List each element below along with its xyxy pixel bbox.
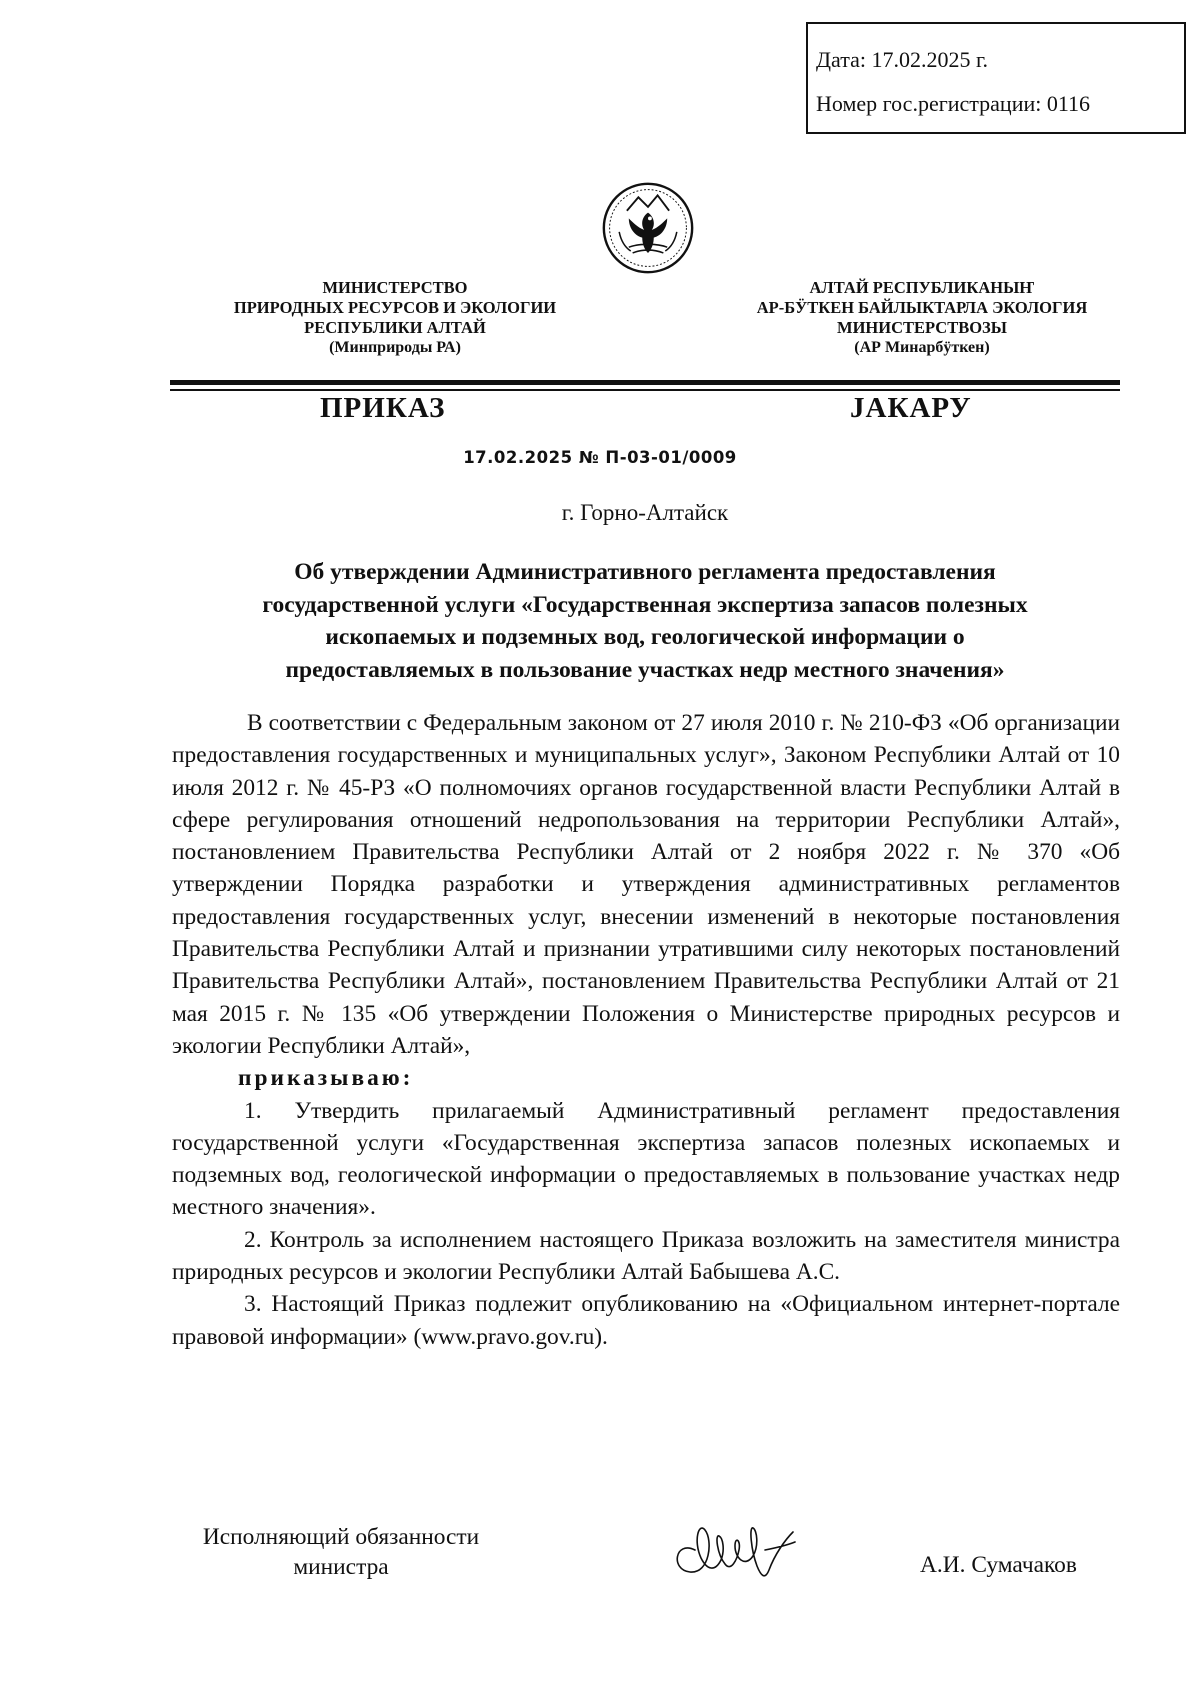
doc-type-russian: ПРИКАЗ xyxy=(320,392,446,424)
ministry-abbreviation: (Минприроды РА) xyxy=(329,339,461,356)
signatory-position xyxy=(172,1522,510,1582)
preamble-paragraph: В соответствии с Федеральным законом от 27 июля 2010 г. № 210-ФЗ «Об организации предоставления государственных и муниципальных услуг», Законом Республики Алтай от 10 июля 2012 г. № 45-РЗ «О полномочиях органов государственной власти Республики Алтай в сфере регулирования отношений недропользования на территории Республики Алтай», постановлением Правительства Республики Алтай от 2 ноября 2022 г. № 370 «Об утверждении Порядка разработки и утверждения административных регламентов предоставления государственных услуг, внесении изменений в некоторые постановления Правительства Республики Алтай и признании утратившими силу некоторых постановлений Правительства Республики Алтай», постановлением Правительства Республики Алтай от 21 мая 2015 г. № 135 «Об утверждении Положения о Министерстве природных ресурсов и экологии Республики Алтай», xyxy=(172,710,1120,1059)
order-number: 17.02.2025 № П-03-01/0009 xyxy=(463,448,737,467)
order-item: 2. Контроль за исполнением настоящего Приказа возложить на заместителя министра природных ресурсов и экологии Республики Алтай Бабышева А.С. xyxy=(172,1226,1120,1286)
altai-republic-coat-of-arms-icon xyxy=(600,180,696,276)
title-line: предоставляемых в пользование участках недр местного значения» xyxy=(285,656,1005,683)
order-item: 1. Утвердить прилагаемый Административный регламент предоставления государственной услуги «Государственная экспертиза запасов полезных ископаемых и подземных вод, геологической информации о предоставляемых в пользование участках недр местного значения». xyxy=(172,1097,1120,1221)
ministry-name-altai xyxy=(722,278,1122,358)
signatory-position-line: министра xyxy=(293,1554,389,1580)
handwritten-signature xyxy=(665,1510,815,1600)
header-divider-thick xyxy=(170,380,1120,385)
ministry-name-line: АЛТАЙ РЕСПУБЛИКАНЫҤ xyxy=(809,278,1035,297)
order-word: приказываю: xyxy=(238,1065,414,1092)
header-divider-thin xyxy=(170,389,1120,391)
issue-city: г. Горно-Алтайск xyxy=(561,500,729,525)
document-title xyxy=(170,556,1120,686)
ministry-name-line: АР-БӰТКЕН БАЙЛЫКТАРЛА ЭКОЛОГИЯ xyxy=(756,298,1088,317)
ministry-abbreviation: (АР Минарбӱткен) xyxy=(854,339,990,356)
registration-date: Дата: 17.02.2025 г. xyxy=(816,47,989,72)
title-line: государственной услуги «Государственная экспертиза запасов полезных xyxy=(262,591,1028,618)
ministry-name-line: РЕСПУБЛИКИ АЛТАЙ xyxy=(304,318,486,337)
document-body xyxy=(172,707,1120,1353)
title-line: ископаемых и подземных вод, геологической информации о xyxy=(325,624,965,650)
ministry-name-line: МИНИСТЕРСТВО xyxy=(322,278,468,297)
ministry-name-line: МИНИСТЕРСТВОЗЫ xyxy=(837,318,1007,337)
registration-number: Номер гос.регистрации: 0116 xyxy=(816,91,1091,116)
ministry-name-line: ПРИРОДНЫХ РЕСУРСОВ И ЭКОЛОГИИ xyxy=(233,298,557,317)
title-line: Об утверждении Административного регламента предоставления xyxy=(294,559,996,585)
registration-stamp xyxy=(806,22,1186,134)
order-item: 3. Настоящий Приказ подлежит опубликованию на «Официальном интернет-портале правовой информации» (www.pravo.gov.ru). xyxy=(172,1291,1120,1350)
signatory-name: А.И. Сумачаков xyxy=(920,1552,1077,1578)
ministry-name-russian xyxy=(195,278,595,358)
doc-type-altai: JАКАРУ xyxy=(850,392,972,424)
signatory-position-line: Исполняющий обязанности xyxy=(202,1524,480,1550)
